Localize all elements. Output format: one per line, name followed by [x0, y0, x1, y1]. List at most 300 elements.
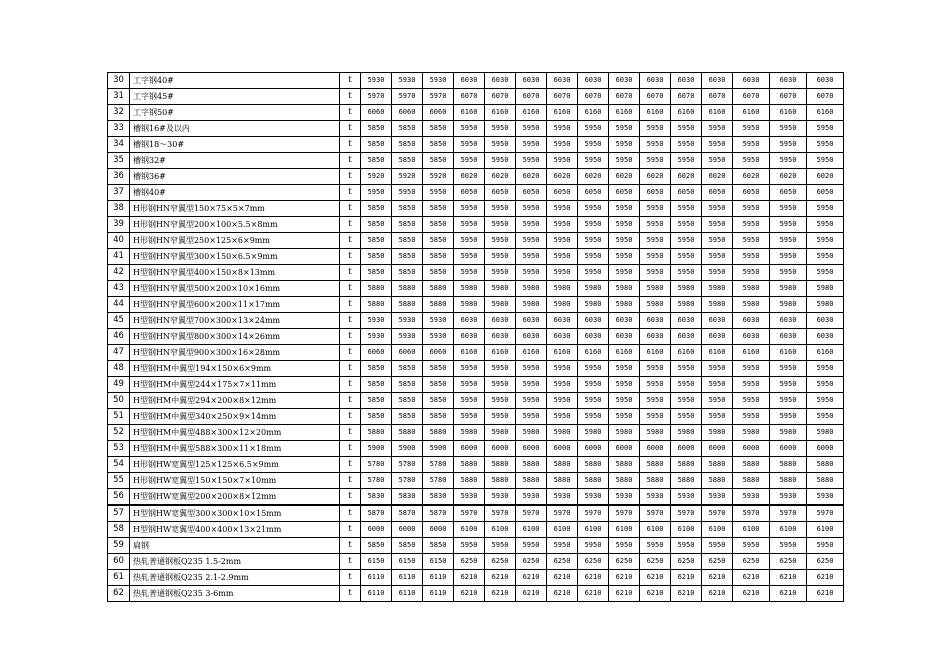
price-cell: 6030 — [516, 329, 547, 345]
price-cell: 5950 — [547, 377, 578, 393]
table-row — [108, 313, 844, 329]
price-cell: 5950 — [733, 265, 770, 281]
price-cell: 6030 — [770, 73, 807, 89]
price-cell: 5970 — [361, 89, 392, 105]
table-row — [108, 105, 844, 121]
material-name-cell: 槽钢32# — [130, 153, 340, 169]
price-cell: 5950 — [807, 153, 844, 169]
price-cell: 6160 — [770, 345, 807, 361]
price-cell: 5850 — [423, 409, 454, 425]
price-cell: 5930 — [423, 329, 454, 345]
price-cell: 5930 — [640, 489, 671, 506]
price-cell: 5980 — [485, 281, 516, 297]
table-row — [108, 185, 844, 201]
price-cell: 6030 — [547, 313, 578, 329]
price-cell: 5980 — [547, 425, 578, 441]
price-cell: 5780 — [392, 457, 423, 473]
price-cell: 5850 — [423, 377, 454, 393]
material-name-cell: 槽钢36# — [130, 169, 340, 185]
price-cell: 6100 — [485, 522, 516, 538]
price-cell: 6030 — [733, 73, 770, 89]
price-cell: 5950 — [733, 249, 770, 265]
price-cell: 6210 — [516, 570, 547, 586]
price-cell: 5950 — [640, 361, 671, 377]
price-cell: 5950 — [516, 538, 547, 554]
price-cell: 5950 — [702, 538, 733, 554]
price-cell: 6070 — [609, 89, 640, 105]
price-cell: 6250 — [640, 554, 671, 570]
price-cell: 6020 — [671, 169, 702, 185]
price-cell: 6250 — [807, 554, 844, 570]
price-cell: 5970 — [454, 505, 485, 522]
price-cell: 5850 — [392, 409, 423, 425]
material-name-cell: H型钢HN窄翼型600×200×11×17mm — [130, 297, 340, 313]
row-number-cell: 47 — [108, 345, 130, 361]
price-cell: 5950 — [702, 409, 733, 425]
material-name-cell: H型钢HM中翼型488×300×12×20mm — [130, 425, 340, 441]
material-name-cell: H型钢HW宽翼型400×400×13×21mm — [130, 522, 340, 538]
price-cell: 5850 — [361, 217, 392, 233]
price-cell: 5950 — [516, 377, 547, 393]
price-cell: 6250 — [733, 554, 770, 570]
material-name-cell: H型钢HM中翼型588×300×11×18mm — [130, 441, 340, 457]
price-cell: 6210 — [770, 586, 807, 602]
price-cell: 5950 — [702, 393, 733, 409]
price-cell: 5850 — [423, 361, 454, 377]
price-cell: 6020 — [733, 169, 770, 185]
price-cell: 5950 — [671, 409, 702, 425]
unit-cell: t — [340, 377, 361, 393]
price-cell: 5950 — [609, 265, 640, 281]
price-cell: 6160 — [640, 105, 671, 121]
price-cell: 5950 — [454, 137, 485, 153]
price-cell: 5980 — [485, 425, 516, 441]
price-cell: 5880 — [609, 457, 640, 473]
table-row — [108, 201, 844, 217]
price-cell: 5950 — [671, 249, 702, 265]
price-cell: 5880 — [423, 297, 454, 313]
unit-cell: t — [340, 233, 361, 249]
price-cell: 5950 — [547, 249, 578, 265]
price-cell: 5950 — [454, 217, 485, 233]
price-cell: 5930 — [361, 313, 392, 329]
price-cell: 5950 — [485, 409, 516, 425]
price-cell: 5950 — [671, 217, 702, 233]
material-name-cell: H形钢HW宽翼型125×125×6.5×9mm — [130, 457, 340, 473]
price-cell: 6070 — [733, 89, 770, 105]
price-cell: 5980 — [516, 297, 547, 313]
row-number-cell: 31 — [108, 89, 130, 105]
price-cell: 5950 — [547, 538, 578, 554]
unit-cell: t — [340, 137, 361, 153]
price-cell: 5950 — [516, 409, 547, 425]
price-cell: 5950 — [485, 393, 516, 409]
price-cell: 5950 — [578, 538, 609, 554]
price-cell: 6030 — [485, 313, 516, 329]
price-cell: 5950 — [516, 153, 547, 169]
price-cell: 5850 — [392, 393, 423, 409]
price-cell: 6030 — [733, 329, 770, 345]
price-cell: 6250 — [516, 554, 547, 570]
price-cell: 5950 — [671, 538, 702, 554]
price-cell: 6050 — [454, 185, 485, 201]
unit-cell: t — [340, 473, 361, 489]
price-cell: 5950 — [609, 137, 640, 153]
price-table-body — [108, 73, 844, 602]
price-cell: 5850 — [361, 121, 392, 137]
price-cell: 6210 — [454, 586, 485, 602]
unit-cell: t — [340, 201, 361, 217]
price-cell: 6030 — [807, 329, 844, 345]
price-cell: 5850 — [361, 538, 392, 554]
price-cell: 6110 — [423, 570, 454, 586]
price-cell: 5950 — [640, 121, 671, 137]
price-cell: 5950 — [770, 217, 807, 233]
material-name-cell: H型钢HM中翼型294×200×8×12mm — [130, 393, 340, 409]
price-cell: 5980 — [702, 281, 733, 297]
price-cell: 5970 — [733, 505, 770, 522]
row-number-cell: 49 — [108, 377, 130, 393]
price-cell: 5930 — [423, 313, 454, 329]
price-cell: 5950 — [547, 409, 578, 425]
price-cell: 5950 — [770, 409, 807, 425]
price-cell: 5970 — [485, 505, 516, 522]
table-row — [108, 249, 844, 265]
price-cell: 6210 — [702, 570, 733, 586]
table-row — [108, 233, 844, 249]
price-cell: 5950 — [578, 137, 609, 153]
price-cell: 6020 — [485, 169, 516, 185]
row-number-cell: 52 — [108, 425, 130, 441]
material-name-cell: 热轧普通钢板Q235 1.5-2mm — [130, 554, 340, 570]
price-cell: 5850 — [392, 361, 423, 377]
price-cell: 5870 — [361, 505, 392, 522]
price-cell: 5950 — [640, 409, 671, 425]
price-cell: 5930 — [671, 489, 702, 506]
price-cell: 6100 — [454, 522, 485, 538]
price-cell: 6070 — [770, 89, 807, 105]
price-cell: 5850 — [423, 137, 454, 153]
price-cell: 6110 — [423, 586, 454, 602]
price-cell: 5930 — [423, 73, 454, 89]
price-cell: 5980 — [454, 281, 485, 297]
unit-cell: t — [340, 249, 361, 265]
price-cell: 5980 — [733, 297, 770, 313]
price-cell: 5950 — [702, 249, 733, 265]
row-number-cell: 59 — [108, 538, 130, 554]
price-cell: 5880 — [578, 473, 609, 489]
price-cell: 5780 — [423, 457, 454, 473]
table-row — [108, 538, 844, 554]
price-cell: 5880 — [485, 473, 516, 489]
table-row — [108, 425, 844, 441]
unit-cell: t — [340, 538, 361, 554]
price-cell: 6210 — [671, 570, 702, 586]
price-cell: 5850 — [392, 538, 423, 554]
price-cell: 5870 — [392, 505, 423, 522]
price-cell: 5950 — [516, 233, 547, 249]
price-cell: 6060 — [423, 345, 454, 361]
price-cell: 5950 — [770, 265, 807, 281]
table-row — [108, 281, 844, 297]
price-cell: 5970 — [640, 505, 671, 522]
price-cell: 5850 — [423, 393, 454, 409]
price-cell: 5980 — [807, 281, 844, 297]
price-cell: 6050 — [640, 185, 671, 201]
price-cell: 6030 — [671, 73, 702, 89]
material-name-cell: H型钢HN窄翼型700×300×13×24mm — [130, 313, 340, 329]
price-cell: 5880 — [807, 473, 844, 489]
price-cell: 6050 — [485, 185, 516, 201]
price-cell: 5950 — [578, 201, 609, 217]
row-number-cell: 61 — [108, 570, 130, 586]
price-cell: 6030 — [640, 329, 671, 345]
price-cell: 5950 — [702, 121, 733, 137]
row-number-cell: 32 — [108, 105, 130, 121]
price-cell: 5880 — [423, 425, 454, 441]
material-name-cell: 扁钢 — [130, 538, 340, 554]
price-cell: 5950 — [733, 377, 770, 393]
price-cell: 6160 — [547, 105, 578, 121]
price-cell: 6030 — [516, 313, 547, 329]
price-cell: 6160 — [807, 345, 844, 361]
price-cell: 6030 — [578, 73, 609, 89]
price-cell: 6030 — [807, 313, 844, 329]
price-cell: 6070 — [578, 89, 609, 105]
price-cell: 5850 — [361, 393, 392, 409]
price-cell: 6000 — [640, 441, 671, 457]
price-cell: 5950 — [578, 153, 609, 169]
price-cell: 5950 — [361, 185, 392, 201]
price-cell: 5950 — [516, 249, 547, 265]
price-cell: 5950 — [516, 217, 547, 233]
material-name-cell: H型钢HN窄翼型800×300×14×26mm — [130, 329, 340, 345]
price-cell: 5950 — [609, 538, 640, 554]
price-cell: 5950 — [671, 265, 702, 281]
price-cell: 5850 — [392, 153, 423, 169]
unit-cell: t — [340, 265, 361, 281]
price-cell: 5880 — [640, 457, 671, 473]
price-cell: 5950 — [640, 377, 671, 393]
unit-cell: t — [340, 297, 361, 313]
price-cell: 6030 — [770, 329, 807, 345]
price-cell: 6060 — [361, 345, 392, 361]
price-cell: 5950 — [485, 361, 516, 377]
price-cell: 5950 — [516, 201, 547, 217]
table-row — [108, 121, 844, 137]
unit-cell: t — [340, 281, 361, 297]
price-cell: 5950 — [609, 233, 640, 249]
price-cell: 5900 — [423, 441, 454, 457]
price-cell: 6000 — [671, 441, 702, 457]
unit-cell: t — [340, 489, 361, 506]
price-cell: 5950 — [609, 201, 640, 217]
price-cell: 6030 — [454, 73, 485, 89]
table-row — [108, 441, 844, 457]
price-cell: 5880 — [361, 297, 392, 313]
price-cell: 6210 — [547, 570, 578, 586]
price-cell: 5950 — [807, 217, 844, 233]
price-cell: 5950 — [485, 121, 516, 137]
price-cell: 6050 — [770, 185, 807, 201]
price-cell: 5980 — [640, 425, 671, 441]
price-cell: 6030 — [609, 73, 640, 89]
table-row — [108, 137, 844, 153]
price-cell: 5950 — [733, 153, 770, 169]
price-cell: 5830 — [392, 489, 423, 506]
price-cell: 5880 — [516, 457, 547, 473]
price-cell: 6160 — [609, 345, 640, 361]
price-cell: 6160 — [671, 105, 702, 121]
price-cell: 6160 — [733, 345, 770, 361]
unit-cell: t — [340, 313, 361, 329]
price-cell: 5850 — [423, 201, 454, 217]
price-cell: 5900 — [392, 441, 423, 457]
material-name-cell: 工字钢50# — [130, 105, 340, 121]
price-cell: 5950 — [671, 361, 702, 377]
price-cell: 5920 — [361, 169, 392, 185]
price-cell: 5880 — [361, 425, 392, 441]
price-cell: 5950 — [578, 409, 609, 425]
material-name-cell: H型钢HM中翼型244×175×7×11mm — [130, 377, 340, 393]
price-cell: 5980 — [702, 297, 733, 313]
unit-cell: t — [340, 217, 361, 233]
price-cell: 5980 — [454, 425, 485, 441]
price-cell: 5950 — [485, 233, 516, 249]
price-cell: 5950 — [609, 361, 640, 377]
unit-cell: t — [340, 73, 361, 89]
price-cell: 5950 — [807, 137, 844, 153]
row-number-cell: 58 — [108, 522, 130, 538]
price-cell: 6030 — [770, 313, 807, 329]
price-cell: 6030 — [485, 73, 516, 89]
price-cell: 5950 — [485, 538, 516, 554]
material-name-cell: H型钢HN窄翼型900×300×16×28mm — [130, 345, 340, 361]
price-cell: 5970 — [671, 505, 702, 522]
price-cell: 6160 — [516, 105, 547, 121]
price-cell: 6030 — [454, 313, 485, 329]
price-cell: 5930 — [392, 313, 423, 329]
price-cell: 5950 — [640, 249, 671, 265]
price-cell: 5950 — [770, 377, 807, 393]
price-cell: 5950 — [547, 393, 578, 409]
price-cell: 6020 — [578, 169, 609, 185]
price-cell: 5850 — [423, 265, 454, 281]
price-cell: 6110 — [361, 586, 392, 602]
price-cell: 5850 — [361, 137, 392, 153]
table-row — [108, 217, 844, 233]
price-cell: 5950 — [423, 185, 454, 201]
price-cell: 5850 — [361, 265, 392, 281]
price-cell: 5980 — [516, 281, 547, 297]
price-cell: 5950 — [547, 121, 578, 137]
price-cell: 6030 — [516, 73, 547, 89]
price-cell: 5850 — [423, 217, 454, 233]
row-number-cell: 46 — [108, 329, 130, 345]
row-number-cell: 51 — [108, 409, 130, 425]
price-cell: 6030 — [702, 73, 733, 89]
price-cell: 5900 — [361, 441, 392, 457]
price-cell: 5980 — [485, 297, 516, 313]
material-name-cell: 槽钢16#及以内 — [130, 121, 340, 137]
price-cell: 5950 — [770, 121, 807, 137]
price-cell: 5950 — [733, 538, 770, 554]
table-row — [108, 457, 844, 473]
table-row — [108, 473, 844, 489]
price-cell: 5980 — [640, 281, 671, 297]
price-cell: 5980 — [671, 297, 702, 313]
price-cell: 5850 — [423, 233, 454, 249]
price-cell: 5950 — [516, 393, 547, 409]
price-cell: 5950 — [578, 121, 609, 137]
price-cell: 5950 — [671, 377, 702, 393]
table-row — [108, 586, 844, 602]
price-cell: 5980 — [733, 425, 770, 441]
price-cell: 5880 — [770, 457, 807, 473]
price-cell: 6160 — [770, 105, 807, 121]
price-cell: 6100 — [547, 522, 578, 538]
price-cell: 6160 — [454, 345, 485, 361]
price-cell: 5830 — [361, 489, 392, 506]
price-cell: 5880 — [733, 457, 770, 473]
material-name-cell: H型钢HW宽翼型300×300×10×15mm — [130, 505, 340, 522]
price-cell: 6000 — [392, 522, 423, 538]
price-cell: 5930 — [770, 489, 807, 506]
price-cell: 5950 — [807, 265, 844, 281]
price-cell: 5950 — [454, 201, 485, 217]
row-number-cell: 35 — [108, 153, 130, 169]
price-cell: 5880 — [547, 473, 578, 489]
price-cell: 6100 — [578, 522, 609, 538]
table-row — [108, 570, 844, 586]
price-cell: 6210 — [516, 586, 547, 602]
price-cell: 6160 — [578, 345, 609, 361]
price-cell: 5950 — [578, 233, 609, 249]
price-cell: 6100 — [702, 522, 733, 538]
price-cell: 5880 — [702, 473, 733, 489]
price-cell: 5950 — [733, 393, 770, 409]
row-number-cell: 62 — [108, 586, 130, 602]
price-cell: 5970 — [609, 505, 640, 522]
price-cell: 6020 — [640, 169, 671, 185]
price-cell: 5950 — [578, 361, 609, 377]
price-cell: 5930 — [392, 329, 423, 345]
price-cell: 6210 — [733, 570, 770, 586]
price-cell: 6150 — [392, 554, 423, 570]
price-cell: 5970 — [516, 505, 547, 522]
unit-cell: t — [340, 554, 361, 570]
price-cell: 5950 — [578, 265, 609, 281]
material-name-cell: 热轧普通钢板Q235 3-6mm — [130, 586, 340, 602]
price-cell: 5950 — [454, 265, 485, 281]
price-cell: 5850 — [423, 121, 454, 137]
price-cell: 5780 — [361, 473, 392, 489]
price-cell: 5970 — [547, 505, 578, 522]
price-cell: 5950 — [609, 121, 640, 137]
price-cell: 6110 — [392, 586, 423, 602]
price-cell: 5850 — [423, 153, 454, 169]
price-cell: 6070 — [671, 89, 702, 105]
unit-cell: t — [340, 105, 361, 121]
price-cell: 6160 — [485, 345, 516, 361]
material-name-cell: 槽钢18～30# — [130, 137, 340, 153]
price-cell: 5980 — [702, 425, 733, 441]
price-cell: 6050 — [547, 185, 578, 201]
price-cell: 5950 — [640, 137, 671, 153]
price-cell: 6060 — [423, 105, 454, 121]
price-cell: 6030 — [640, 313, 671, 329]
table-row — [108, 297, 844, 313]
